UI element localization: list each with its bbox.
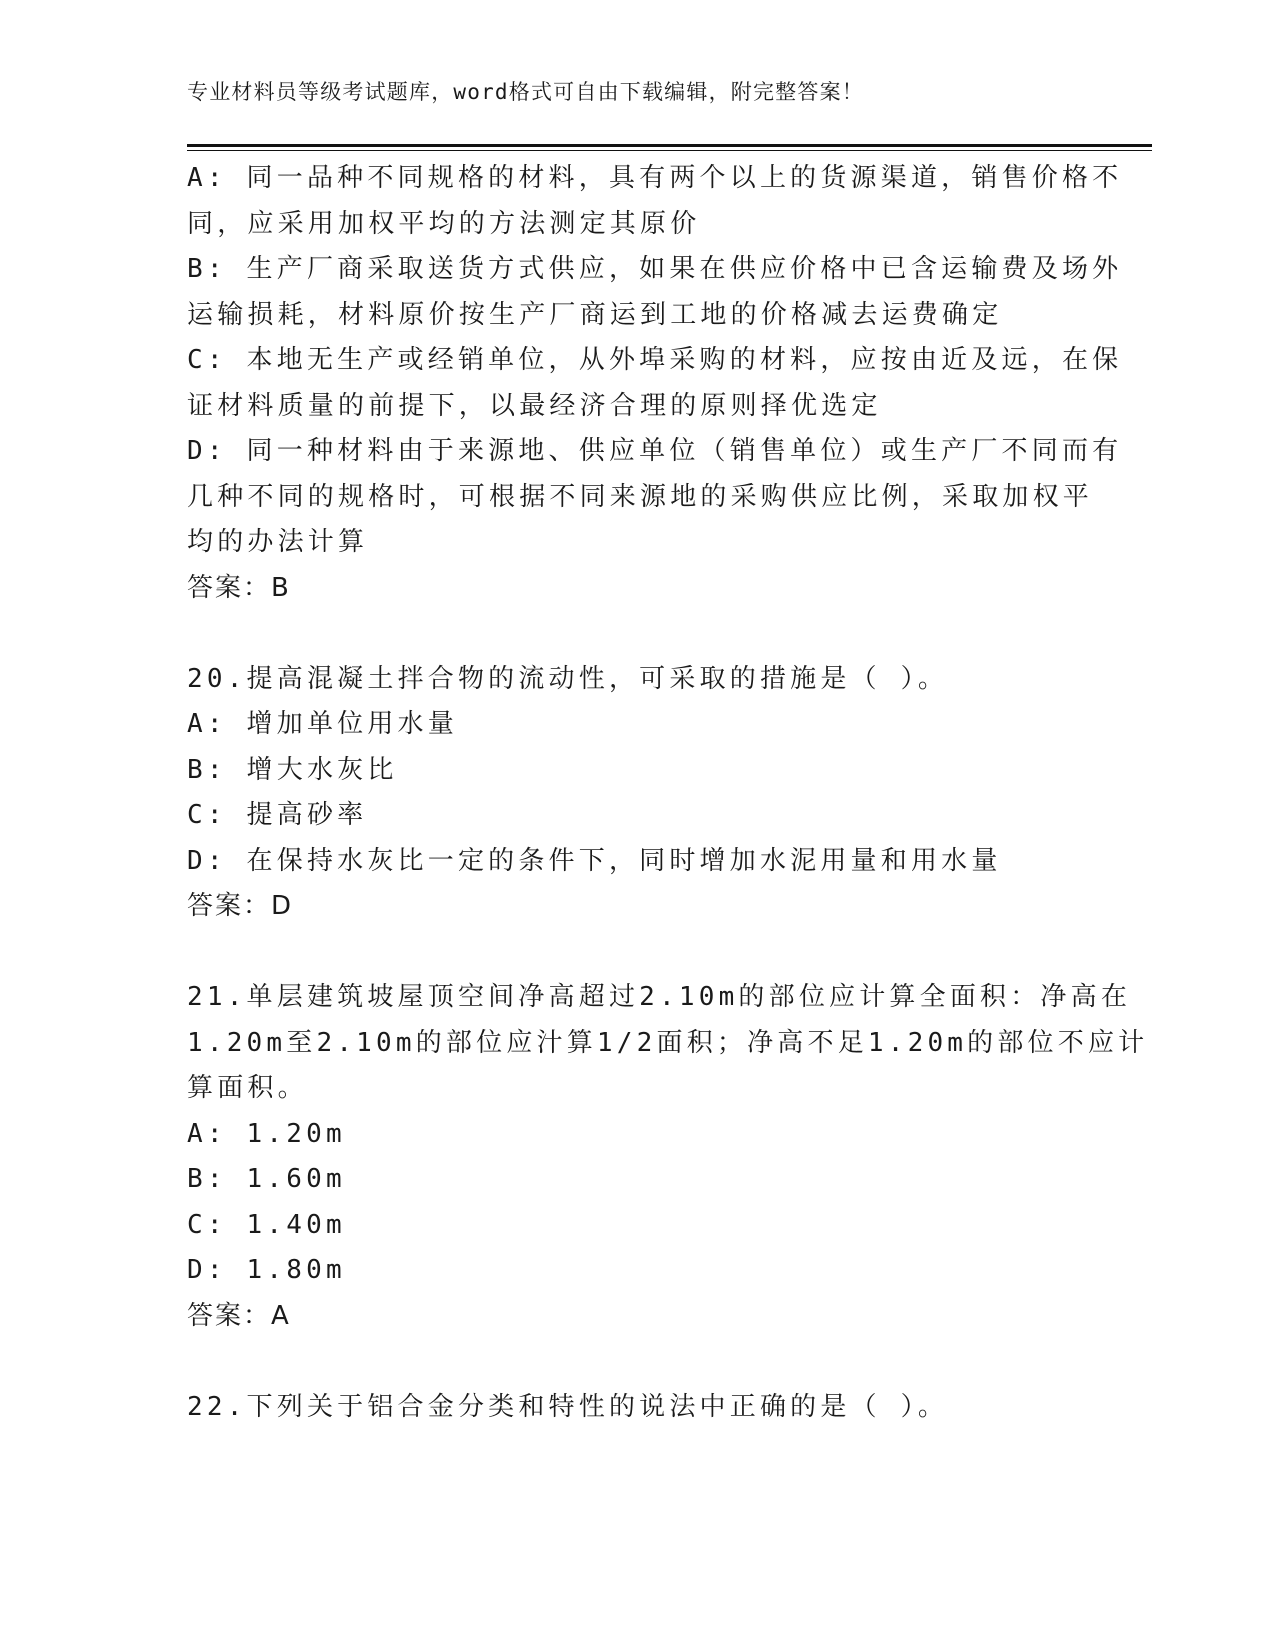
page-header: 专业材料员等级考试题库，word格式可自由下载编辑，附完整答案！ xyxy=(187,80,864,104)
option-c-line-1: C: 本地无生产或经销单位，从外埠采购的材料，应按由近及远，在保 xyxy=(187,345,1123,375)
header-rule-thin xyxy=(187,150,1152,151)
header-rule xyxy=(187,144,1152,147)
option-b: B: 1.60m xyxy=(187,1164,346,1194)
option-b-line-2: 运输损耗，材料原价按生产厂商运到工地的价格减去运费确定 xyxy=(187,299,1003,330)
option-d-line-2: 几种不同的规格时，可根据不同来源地的采购供应比例，采取加权平 xyxy=(187,481,1094,512)
option-a: A: 增加单位用水量 xyxy=(187,709,458,739)
option-d: D: 在保持水灰比一定的条件下，同时增加水泥用量和用水量 xyxy=(187,845,1002,876)
answer-19: 答案：B xyxy=(187,572,291,603)
question-21 xyxy=(187,975,1149,1339)
option-d-line-3: 均的办法计算 xyxy=(187,527,369,557)
answer-21: 答案：A xyxy=(187,1300,291,1331)
question-19 xyxy=(187,156,1123,611)
question-stem: 20.提高混凝土拌合物的流动性，可采取的措施是（ ）。 xyxy=(187,663,949,694)
spacer xyxy=(187,611,1087,657)
option-b-line-1: B: 生产厂商采取送货方式供应，如果在供应价格中已含运输费及场外 xyxy=(187,254,1123,284)
option-c-line-2: 证材料质量的前提下，以最经济合理的原则择优选定 xyxy=(187,390,882,421)
answer-20: 答案：D xyxy=(187,891,294,921)
question-stem-line-3: 算面积。 xyxy=(187,1073,308,1103)
option-a-line-1: A: 同一品种不同规格的材料，具有两个以上的货源渠道，销售价格不 xyxy=(187,163,1123,193)
spacer xyxy=(187,1339,1087,1385)
question-stem-line-2: 1.20m至2.10m的部位应汁算1/2面积；净高不足1.20m的部位不应计 xyxy=(187,1027,1149,1058)
option-a: A: 1.20m xyxy=(187,1118,346,1149)
option-d-line-1: D: 同一种材料由于来源地、供应单位（销售单位）或生产厂不同而有 xyxy=(187,436,1123,466)
option-b: B: 增大水灰比 xyxy=(187,754,398,785)
question-20 xyxy=(187,657,1087,930)
option-c: C: 提高砂率 xyxy=(187,800,368,830)
question-22 xyxy=(187,1385,1087,1431)
question-stem: 22.下列关于铝合金分类和特性的说法中正确的是（ ）。 xyxy=(187,1391,949,1422)
option-d: D: 1.80m xyxy=(187,1255,346,1285)
document-body xyxy=(187,156,1149,1430)
spacer xyxy=(187,930,1087,976)
option-c: C: 1.40m xyxy=(187,1209,346,1240)
question-stem-line-1: 21.单层建筑坡屋顶空间净高超过2.10m的部位应计算全面积：净高在 xyxy=(187,982,1132,1012)
option-a-line-2: 同，应采用加权平均的方法测定其原价 xyxy=(187,208,701,239)
